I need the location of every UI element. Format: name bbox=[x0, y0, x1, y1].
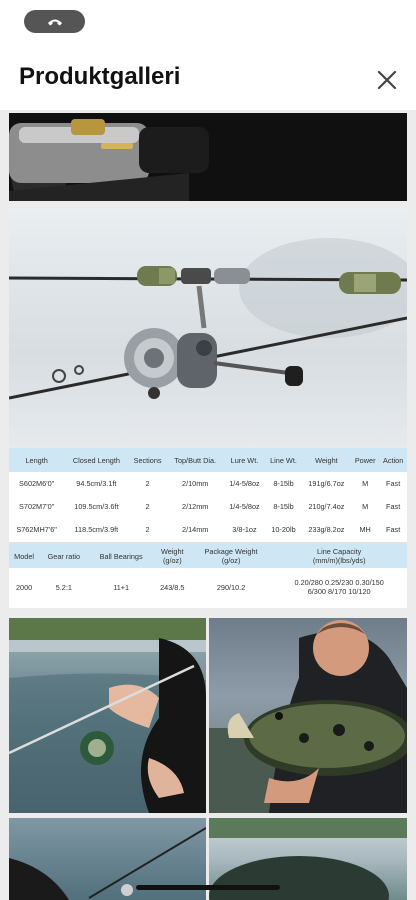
table-cell: 11+1 bbox=[113, 582, 130, 592]
gallery-image-reel-closeup[interactable] bbox=[9, 113, 407, 201]
page-title: Produktgalleri bbox=[19, 63, 181, 90]
table-cell: M bbox=[362, 479, 369, 488]
table-row bbox=[9, 472, 407, 495]
table-cell: 210g/7.4oz bbox=[308, 502, 345, 511]
table-cell: 2000 bbox=[15, 582, 33, 592]
table-cell: 10-20lb bbox=[271, 525, 296, 534]
table-cell: 2 bbox=[145, 502, 150, 511]
reel-spec-header: Line Capacity (mm/m)(lbs/yds) bbox=[312, 547, 366, 565]
table-cell: 3/8-1oz bbox=[232, 525, 257, 534]
table-cell: 2/12mm bbox=[182, 502, 209, 511]
rod-spec-table bbox=[9, 448, 407, 542]
reel-spec-header-row bbox=[9, 544, 407, 568]
table-row bbox=[9, 518, 407, 541]
product-gallery[interactable] bbox=[0, 110, 416, 900]
table-cell: M bbox=[362, 502, 369, 511]
table-cell: 1/4-5/8oz bbox=[229, 479, 260, 488]
table-cell: 290/10.2 bbox=[216, 582, 246, 592]
table-cell: 109.5cm/3.6ft bbox=[74, 502, 119, 511]
table-cell: 191g/6.7oz bbox=[308, 479, 345, 488]
rod-spec-header: Closed Length bbox=[72, 455, 120, 465]
reel-spec-table bbox=[9, 544, 407, 608]
table-cell: S702M7'0" bbox=[19, 502, 55, 511]
table-cell: 2 bbox=[145, 479, 150, 488]
gallery-image-river-fishing[interactable] bbox=[9, 618, 206, 813]
table-cell: 0.20/280 0.25/230 0.30/150 6/300 8/170 10/120 bbox=[294, 578, 384, 596]
table-cell: Fast bbox=[386, 525, 401, 534]
rod-spec-header: Line Wt. bbox=[270, 455, 297, 465]
phone-icon bbox=[47, 17, 63, 27]
table-cell: 1/4-5/8oz bbox=[229, 502, 260, 511]
table-cell: 2/10mm bbox=[182, 479, 209, 488]
table-cell: 118.5cm/3.9ft bbox=[74, 525, 119, 534]
rod-spec-header: Top/Butt Dia. bbox=[174, 455, 217, 465]
rod-spec-header: Lure Wt. bbox=[230, 455, 259, 465]
table-cell: Fast bbox=[386, 479, 401, 488]
table-row bbox=[9, 568, 407, 606]
gallery-image-crappie-catch[interactable] bbox=[209, 618, 407, 813]
table-cell: 8-15lb bbox=[273, 479, 294, 488]
close-button[interactable] bbox=[372, 65, 402, 95]
rod-spec-header: Weight bbox=[315, 455, 338, 465]
reel-spec-header: Model bbox=[14, 551, 35, 561]
rod-spec-header-row bbox=[9, 448, 407, 472]
reel-spec-header: Ball Bearings bbox=[99, 551, 143, 561]
rod-spec-header: Action bbox=[382, 455, 404, 465]
close-icon bbox=[377, 70, 397, 90]
reel-spec-header: Package Weight (g/oz) bbox=[204, 547, 258, 565]
reel-spec-header: Weight (g/oz) bbox=[161, 547, 184, 565]
gallery-header bbox=[0, 44, 416, 110]
table-cell: 5.2:1 bbox=[55, 582, 72, 592]
reel-spec-header: Gear ratio bbox=[47, 551, 81, 561]
rod-spec-header: Length bbox=[25, 455, 48, 465]
home-indicator[interactable] bbox=[136, 885, 280, 890]
table-row bbox=[9, 495, 407, 518]
table-cell: 94.5cm/3.1ft bbox=[76, 479, 117, 488]
table-cell: 233g/8.2oz bbox=[308, 525, 345, 534]
rod-spec-header: Sections bbox=[133, 455, 162, 465]
table-cell: MH bbox=[359, 525, 371, 534]
table-cell: 2 bbox=[145, 525, 150, 534]
rod-reel-photo bbox=[9, 208, 407, 448]
table-cell: 8-15lb bbox=[273, 502, 294, 511]
status-bar bbox=[0, 0, 416, 44]
table-cell: 243/8.5 bbox=[160, 582, 185, 592]
table-cell: S762MH7'6" bbox=[16, 525, 57, 534]
rod-spec-header: Power bbox=[354, 455, 376, 465]
gallery-image-specs[interactable] bbox=[9, 208, 407, 608]
table-cell: S602M6'0" bbox=[19, 479, 55, 488]
table-cell: Fast bbox=[386, 502, 401, 511]
table-cell: 2/14mm bbox=[182, 525, 209, 534]
active-call-pill[interactable] bbox=[24, 10, 85, 33]
